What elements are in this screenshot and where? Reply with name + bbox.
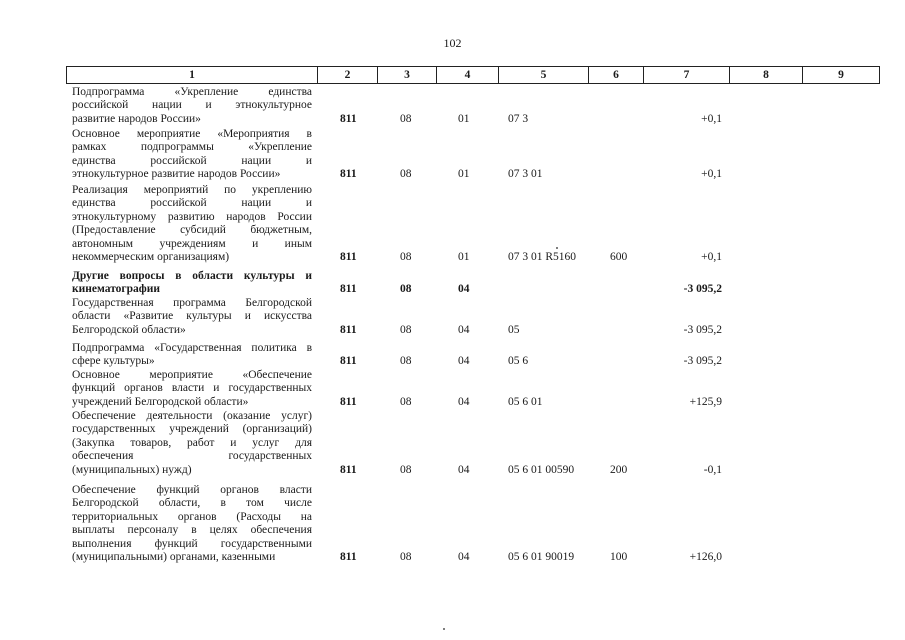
description-line: (Закупка товаров, работ и услуг для <box>72 436 312 449</box>
amount-change-cell: -3 095,2 <box>683 323 722 336</box>
description-line: автономным учреждениям и иным <box>72 237 312 250</box>
subsection-code-cell: 01 <box>458 251 470 263</box>
amount-change-cell: -3 095,2 <box>683 283 722 296</box>
row-description <box>72 484 312 564</box>
section-code-cell: 08 <box>400 251 412 263</box>
description-line: некоммерческим организациям) <box>72 251 230 264</box>
target-article-code-cell: 07 3 01 <box>508 168 543 181</box>
description-line: Государственная программа Белгородской <box>72 297 312 309</box>
description-line: функций органов власти и государственных <box>72 382 312 395</box>
header-col-9: 9 <box>803 67 880 84</box>
target-article-code-cell: 05 6 01 <box>508 395 543 408</box>
subsection-code-cell: 04 <box>458 323 470 336</box>
admin-code-cell: 811 <box>340 283 357 296</box>
description-line: Другие вопросы в области культуры и <box>72 270 312 282</box>
section-code-cell: 08 <box>400 395 412 408</box>
section-code-cell: 08 <box>400 168 412 181</box>
amount-change-cell: +125,9 <box>689 395 722 408</box>
description-line: единства российской нации и <box>72 154 312 167</box>
description-line: Белгородской области» <box>72 323 186 336</box>
admin-code-cell: 811 <box>340 323 357 336</box>
description-line: Подпрограмма «Государственная политика в <box>72 342 312 354</box>
page-number: 102 <box>443 36 462 50</box>
description-line: территориальных органов (Расходы на <box>72 510 312 523</box>
expense-type-code-cell: 200 <box>610 463 628 476</box>
expense-type-code-cell: 100 <box>610 551 628 563</box>
description-line: развитие народов России» <box>72 112 201 125</box>
description-line: кинематографии <box>72 283 161 296</box>
description-line: (муниципальных) нужд) <box>72 463 192 476</box>
amount-change-cell: -0,1 <box>703 463 722 476</box>
description-line: выплаты персоналу в целях обеспечения <box>72 524 312 537</box>
admin-code-cell: 811 <box>340 355 357 368</box>
expense-type-code-cell: 600 <box>610 251 628 263</box>
section-code-cell: 08 <box>400 355 412 368</box>
description-line: единства российской нации и <box>72 197 312 210</box>
description-line: (муниципальными) органами, казенными <box>72 551 276 564</box>
column-header-row <box>66 66 880 84</box>
description-line: Белгородской области, в том числе <box>72 497 312 510</box>
description-line: Обеспечение деятельности (оказание услуг) <box>72 410 312 422</box>
scan-speck <box>556 247 558 249</box>
target-article-code-cell: 07 3 <box>508 112 529 125</box>
target-article-code-cell: 05 6 <box>508 355 529 368</box>
admin-code-cell: 811 <box>340 112 357 125</box>
header-col-4: 4 <box>437 67 499 84</box>
description-line: Подпрограмма «Укрепление единства <box>72 86 312 98</box>
header-col-7: 7 <box>644 67 730 84</box>
target-article-code-cell: 05 6 01 90019 <box>508 551 575 563</box>
admin-code-cell: 811 <box>340 251 357 263</box>
description-line: сфере культуры» <box>72 355 155 368</box>
subsection-code-cell: 04 <box>458 283 470 296</box>
subsection-code-cell: 01 <box>458 168 470 181</box>
amount-change-cell: +0,1 <box>701 168 722 181</box>
header-col-8: 8 <box>730 67 803 84</box>
row-description <box>72 410 312 477</box>
amount-change-cell: +0,1 <box>701 112 722 125</box>
description-line: Основное мероприятие «Обеспечение <box>72 369 312 381</box>
description-line: области «Развитие культуры и искусства <box>72 310 312 323</box>
description-line: государственных учреждений (организаций) <box>72 423 312 436</box>
admin-code-cell: 811 <box>340 168 357 181</box>
description-line: (Предоставление субсидий бюджетным, <box>72 224 312 237</box>
header-col-5: 5 <box>499 67 589 84</box>
section-code-cell: 08 <box>400 323 412 336</box>
description-line: выполнения функций государственными <box>72 537 312 550</box>
description-line: этнокультурному развитию народов России <box>72 210 312 223</box>
admin-code-cell: 811 <box>340 551 357 563</box>
description-line: Обеспечение функций органов власти <box>72 484 312 496</box>
row-description <box>72 297 312 337</box>
row-description <box>72 86 312 126</box>
row-description <box>72 369 312 409</box>
section-code-cell: 08 <box>400 463 412 476</box>
description-line: Реализация мероприятий по укреплению <box>72 184 312 196</box>
row-description <box>72 270 312 297</box>
amount-change-cell: +126,0 <box>689 551 722 563</box>
description-line: рамках подпрограммы «Укрепление <box>72 141 312 154</box>
description-line: учреждений Белгородской области» <box>72 395 249 408</box>
header-col-6: 6 <box>589 67 644 84</box>
header-col-3: 3 <box>378 67 437 84</box>
subsection-code-cell: 04 <box>458 395 470 408</box>
row-description <box>72 184 312 264</box>
header-col-2: 2 <box>318 67 378 84</box>
subsection-code-cell: 04 <box>458 355 470 368</box>
section-code-cell: 08 <box>400 283 412 296</box>
description-line: этнокультурное развитие народов России» <box>72 168 281 181</box>
amount-change-cell: -3 095,2 <box>683 355 722 368</box>
admin-code-cell: 811 <box>340 463 357 476</box>
scan-speck <box>443 628 445 630</box>
target-article-code-cell: 05 6 01 00590 <box>508 463 575 476</box>
section-code-cell: 08 <box>400 112 412 125</box>
header-col-1: 1 <box>67 67 318 84</box>
subsection-code-cell: 01 <box>458 112 470 125</box>
subsection-code-cell: 04 <box>458 463 470 476</box>
description-line: Основное мероприятие «Мероприятия в <box>72 128 312 140</box>
admin-code-cell: 811 <box>340 395 357 408</box>
row-description <box>72 342 312 369</box>
amount-change-cell: +0,1 <box>701 251 722 263</box>
section-code-cell: 08 <box>400 551 412 563</box>
row-description <box>72 128 312 182</box>
target-article-code-cell: 05 <box>508 323 520 336</box>
target-article-code-cell: 07 3 01 R5160 <box>508 251 577 263</box>
description-line: обеспечения государственных <box>72 450 312 463</box>
subsection-code-cell: 04 <box>458 551 470 563</box>
description-line: российской нации и этнокультурное <box>72 99 312 112</box>
